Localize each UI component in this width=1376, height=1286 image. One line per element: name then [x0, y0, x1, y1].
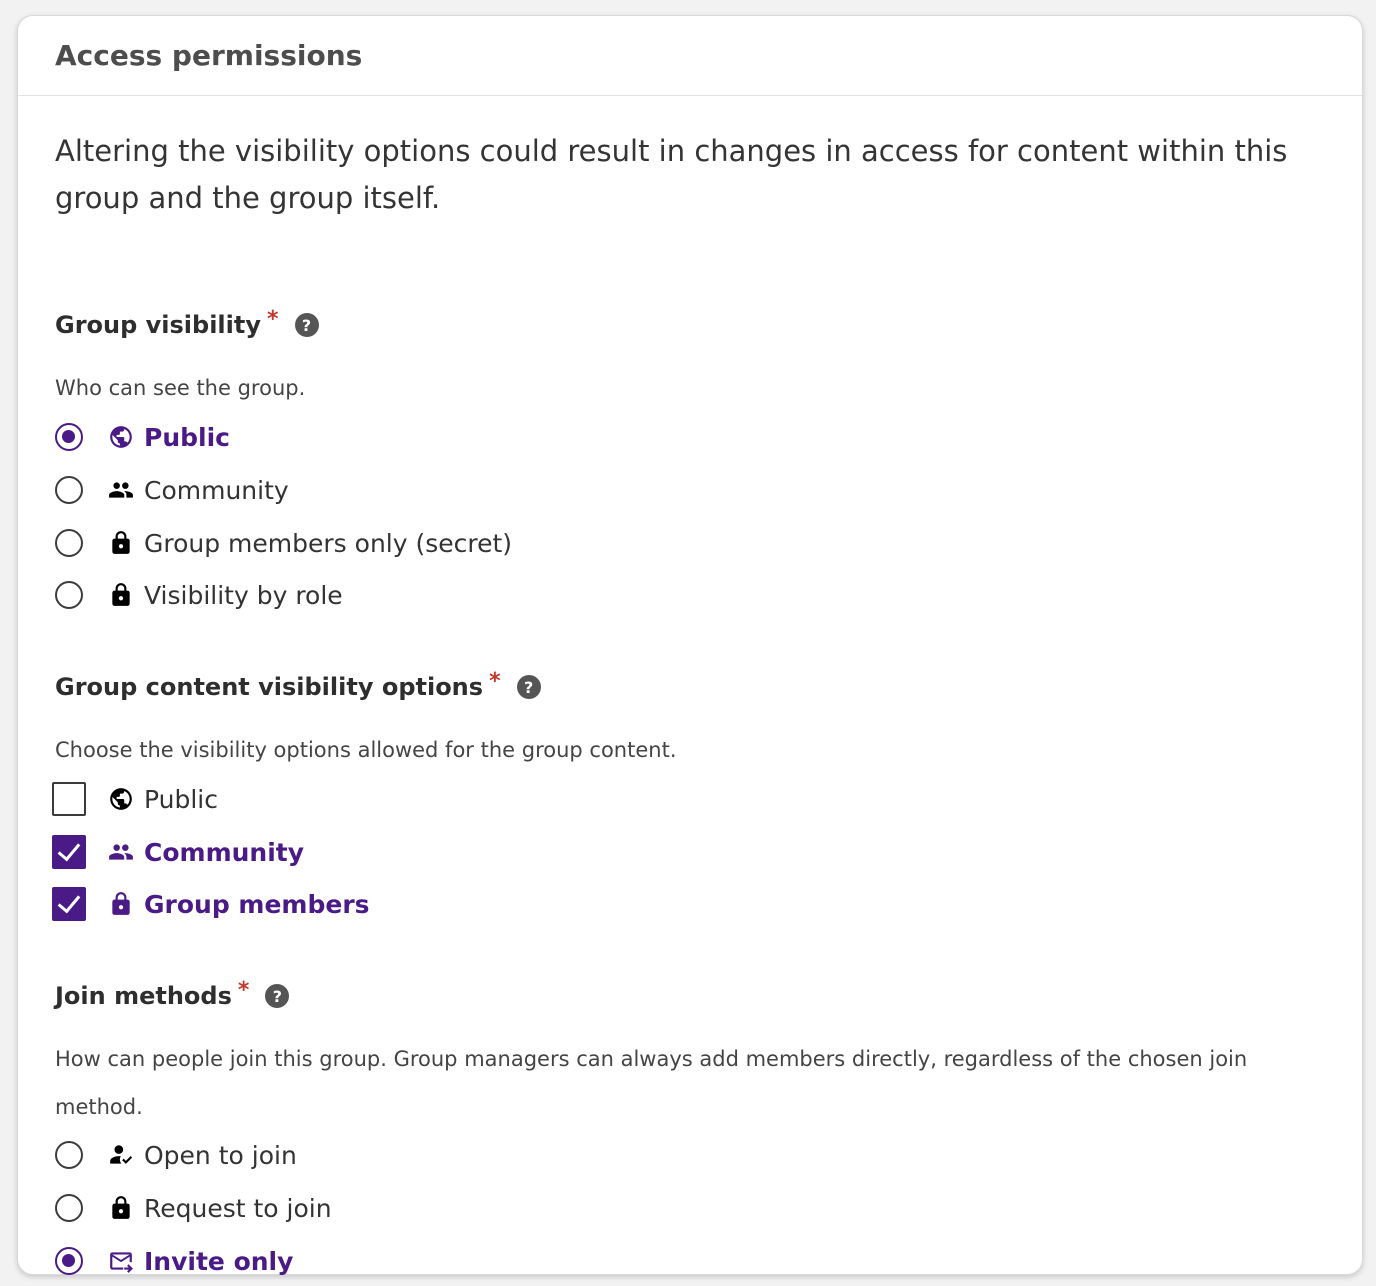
option-label: Public — [144, 422, 230, 452]
people-icon — [107, 838, 135, 866]
content-visibility-title — [55, 670, 541, 704]
checkbox[interactable] — [52, 835, 86, 869]
radio-option-secret[interactable] — [55, 523, 512, 563]
radio-option-public[interactable] — [55, 417, 230, 457]
required-asterisk: * — [267, 306, 279, 332]
option-label: Invite only — [144, 1246, 294, 1276]
radio-button[interactable] — [55, 1247, 83, 1275]
option-label: Community — [144, 837, 305, 867]
checkbox[interactable] — [52, 887, 86, 921]
radio-option-by-role[interactable] — [55, 575, 343, 615]
option-label: Group members — [144, 889, 370, 919]
checkbox-option-community[interactable] — [55, 832, 304, 872]
option-label: Group members only (secret) — [144, 528, 513, 558]
group-visibility-title — [55, 308, 319, 342]
access-permissions-card — [17, 15, 1363, 1275]
help-icon[interactable]: ? — [295, 313, 319, 337]
radio-button[interactable] — [55, 1194, 83, 1222]
radio-option-invite-only[interactable] — [55, 1241, 293, 1281]
person-check-icon — [107, 1141, 135, 1169]
card-header — [18, 16, 1362, 96]
globe-icon — [107, 785, 135, 813]
section-title-text: Group content visibility options — [55, 673, 484, 701]
required-asterisk: * — [237, 977, 250, 1003]
required-asterisk: * — [489, 668, 501, 694]
option-label: Community — [144, 475, 289, 505]
lock-icon — [107, 890, 135, 918]
checkbox-option-group-members[interactable] — [55, 884, 370, 924]
lock-icon — [107, 529, 135, 557]
help-icon[interactable]: ? — [265, 984, 289, 1008]
group-visibility-description: Who can see the group. — [55, 376, 306, 400]
radio-button[interactable] — [55, 581, 83, 609]
help-icon[interactable]: ? — [517, 675, 541, 699]
radio-option-open-to-join[interactable] — [55, 1135, 297, 1175]
join-methods-description: How can people join this group. Group managers can always add members directly, regardless of the chosen join method. — [55, 1047, 1248, 1119]
section-title-text: Join methods — [55, 982, 232, 1010]
radio-button[interactable] — [55, 529, 83, 557]
globe-icon — [107, 423, 135, 451]
mail-forward-icon — [107, 1247, 135, 1275]
checkbox[interactable] — [52, 782, 86, 816]
option-label: Public — [144, 784, 218, 814]
radio-button[interactable] — [55, 423, 83, 451]
radio-option-community[interactable] — [55, 470, 289, 510]
option-label: Request to join — [144, 1193, 332, 1223]
radio-option-request-to-join[interactable] — [55, 1188, 332, 1228]
section-title-text: Group visibility — [55, 311, 262, 339]
option-label: Visibility by role — [144, 580, 343, 610]
intro-text: Altering the visibility options could result in changes in access for content within this group and the group itself. — [55, 134, 1288, 215]
people-icon — [107, 476, 135, 504]
lock-icon — [107, 581, 135, 609]
content-visibility-description: Choose the visibility options allowed for the group content. — [55, 738, 677, 762]
lock-icon — [107, 1194, 135, 1222]
radio-button[interactable] — [55, 476, 83, 504]
join-methods-title — [55, 979, 289, 1013]
radio-button[interactable] — [55, 1141, 83, 1169]
card-title: Access permissions — [55, 39, 363, 72]
checkbox-option-public[interactable] — [55, 779, 218, 819]
option-label: Open to join — [144, 1140, 297, 1170]
